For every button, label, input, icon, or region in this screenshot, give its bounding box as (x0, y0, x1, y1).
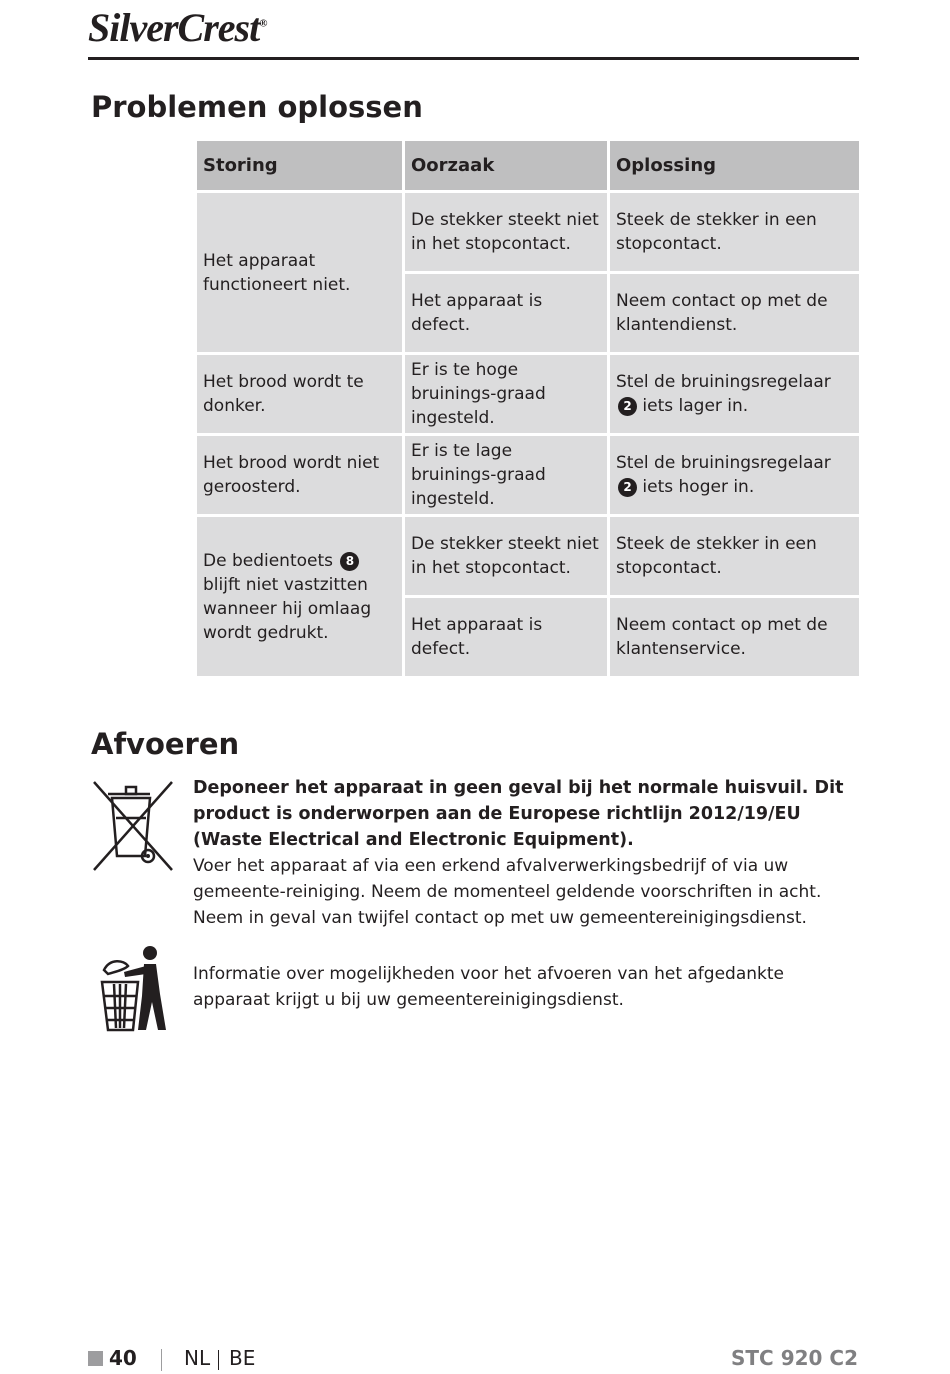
column-header-solution: Oplossing (609, 140, 861, 192)
language-code: NL (184, 1346, 211, 1370)
fault-cell: Het apparaat functioneert niet. (196, 192, 404, 354)
part-number-badge: 8 (340, 552, 359, 571)
disposal-info-text: Informatie over mogelijkheden voor het afvoeren van het afgedankte apparaat krijgt u bij uw gemeentereinigingsdienst. (193, 964, 784, 1010)
table-row (196, 516, 861, 597)
cause-cell: De stekker steekt niet in het stopcontact. (404, 516, 609, 597)
registered-mark: ® (259, 17, 267, 30)
brand-name: SilverCrest (88, 5, 260, 50)
footer-divider (218, 1350, 219, 1370)
fault-cell: Het brood wordt niet geroosterd. (196, 435, 404, 516)
column-header-cause: Oorzaak (404, 140, 609, 192)
page-marker-square (88, 1351, 103, 1366)
header-rule (88, 57, 859, 60)
disposal-warning-text: Deponeer het apparaat in geen geval bij het normale huisvuil. Dit product is onderworpen aan de Europese richtlijn 2012/19/EU (Waste Electrical and Electronic Equipment). (193, 778, 844, 850)
section-title-troubleshooting: Problemen oplossen (91, 90, 423, 124)
disposal-instructions-text: Voer het apparaat af via een erkend afvalverwerkingsbedrijf of via uw gemeente-reiniging. Neem de momenteel geldende voorschriften in acht. Neem in geval van twijfel contact op met uw gemeentereinigingsdienst. (193, 856, 822, 928)
solution-cell (609, 354, 861, 435)
part-number-badge: 2 (618, 397, 637, 416)
fault-text: De bedientoets (203, 550, 333, 571)
cause-cell: Het apparaat is defect. (404, 597, 609, 678)
table-row (196, 354, 861, 435)
solution-text: Stel de bruiningsregelaar (616, 453, 831, 473)
table-row (196, 435, 861, 516)
language-code: BE (229, 1346, 256, 1370)
solution-cell: Steek de stekker in een stopcontact. (609, 192, 861, 273)
cause-cell: Er is te hoge bruinings-graad ingesteld. (404, 354, 609, 435)
fault-text: blijft niet vastzitten wanneer hij omlaag wordt gedrukt. (203, 574, 372, 643)
table-header-row (196, 140, 861, 192)
crossed-out-wheelie-bin-icon (90, 778, 176, 874)
solution-text: iets lager in. (642, 396, 749, 416)
troubleshooting-table (194, 138, 862, 679)
column-header-fault: Storing (196, 140, 404, 192)
fault-cell (196, 516, 404, 678)
brand-logo (88, 4, 266, 51)
part-number-badge: 2 (618, 478, 637, 497)
table-row (196, 192, 861, 273)
page-number: 40 (109, 1346, 137, 1370)
section-title-disposal: Afvoeren (91, 727, 240, 761)
fault-cell: Het brood wordt te donker. (196, 354, 404, 435)
cause-cell: De stekker steekt niet in het stopcontact. (404, 192, 609, 273)
solution-cell: Steek de stekker in een stopcontact. (609, 516, 861, 597)
model-number: STC 920 C2 (731, 1346, 858, 1370)
cause-cell: Er is te lage bruinings-graad ingesteld. (404, 435, 609, 516)
solution-cell: Neem contact op met de klantendienst. (609, 273, 861, 354)
solution-cell: Neem contact op met de klantenservice. (609, 597, 861, 678)
solution-text: iets hoger in. (642, 477, 755, 497)
person-throwing-trash-icon (100, 944, 172, 1034)
solution-cell (609, 435, 861, 516)
cause-cell: Het apparaat is defect. (404, 273, 609, 354)
footer-divider (161, 1349, 162, 1371)
solution-text: Stel de bruiningsregelaar (616, 372, 831, 392)
